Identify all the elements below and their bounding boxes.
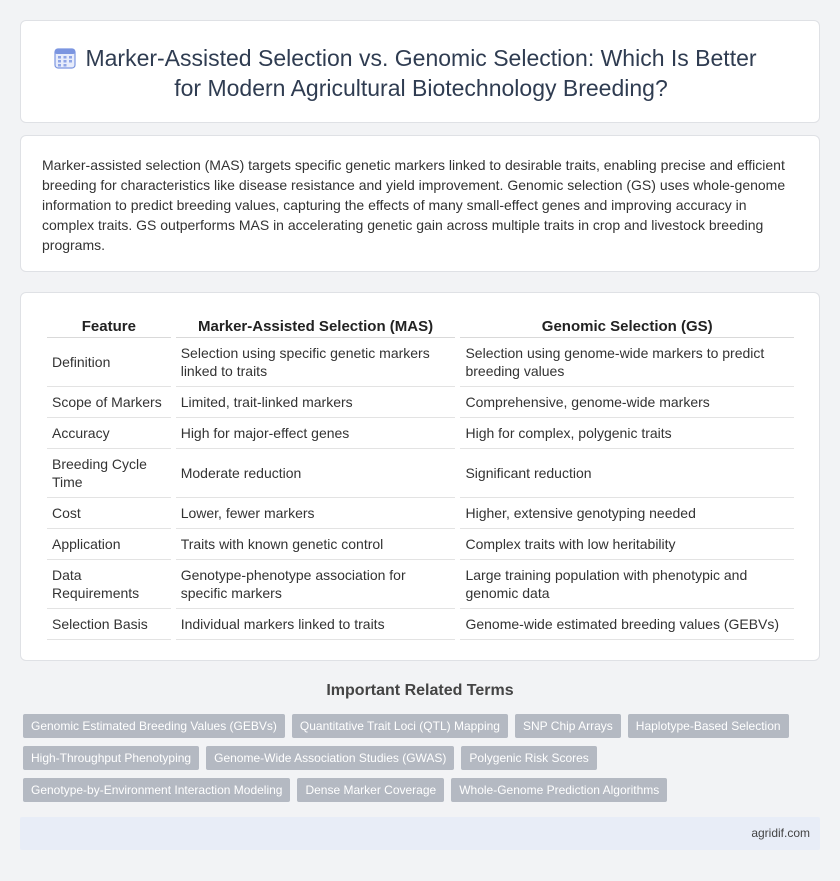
tag-row bbox=[23, 746, 823, 770]
related-term-tag[interactable]: High-Throughput Phenotyping bbox=[23, 746, 199, 770]
related-term-tag[interactable]: Genomic Estimated Breeding Values (GEBVs) bbox=[23, 714, 285, 738]
table-row bbox=[47, 338, 794, 387]
table-row bbox=[47, 609, 794, 640]
table-header-mas: Marker-Assisted Selection (MAS) bbox=[176, 316, 456, 338]
table-cell: Individual markers linked to traits bbox=[176, 609, 456, 640]
table-row bbox=[47, 449, 794, 498]
table-cell: Lower, fewer markers bbox=[176, 498, 456, 529]
table-cell: High for complex, polygenic traits bbox=[460, 418, 794, 449]
related-term-tag[interactable]: Quantitative Trait Loci (QTL) Mapping bbox=[292, 714, 508, 738]
table-cell: Scope of Markers bbox=[47, 387, 171, 418]
table-cell: Comprehensive, genome-wide markers bbox=[460, 387, 794, 418]
tag-row bbox=[23, 778, 823, 802]
table-header-gs: Genomic Selection (GS) bbox=[460, 316, 794, 338]
table-row bbox=[47, 418, 794, 449]
table-cell: Selection Basis bbox=[47, 609, 171, 640]
related-terms-tags bbox=[23, 714, 823, 810]
related-term-tag[interactable]: Polygenic Risk Scores bbox=[461, 746, 596, 770]
table-cell: Selection using genome-wide markers to predict breeding values bbox=[460, 338, 794, 387]
comparison-table bbox=[42, 316, 799, 640]
table-row bbox=[47, 529, 794, 560]
related-term-tag[interactable]: Genome-Wide Association Studies (GWAS) bbox=[206, 746, 454, 770]
table-cell: Breeding Cycle Time bbox=[47, 449, 171, 498]
table-cell: Application bbox=[47, 529, 171, 560]
table-header-feature: Feature bbox=[47, 316, 171, 338]
table-header-row bbox=[47, 316, 794, 338]
table-cell: Limited, trait-linked markers bbox=[176, 387, 456, 418]
table-cell: Higher, extensive genotyping needed bbox=[460, 498, 794, 529]
footer bbox=[20, 817, 820, 850]
related-terms-title: Important Related Terms bbox=[326, 682, 514, 699]
table-cell: High for major-effect genes bbox=[176, 418, 456, 449]
page-title: Marker-Assisted Selection vs. Genomic Selection: Which Is Better for Modern Agricultural Biotechnology Breeding? bbox=[85, 44, 757, 101]
table-cell: Definition bbox=[47, 338, 171, 387]
table-cell: Moderate reduction bbox=[176, 449, 456, 498]
related-term-tag[interactable]: Dense Marker Coverage bbox=[297, 778, 444, 802]
tag-row bbox=[23, 714, 823, 738]
header-card bbox=[20, 20, 820, 123]
related-term-tag[interactable]: Haplotype-Based Selection bbox=[628, 714, 789, 738]
table-cell: Genome-wide estimated breeding values (GEBVs) bbox=[460, 609, 794, 640]
related-term-tag[interactable]: Genotype-by-Environment Interaction Modeling bbox=[23, 778, 290, 802]
table-cell: Genotype-phenotype association for specific markers bbox=[176, 560, 456, 609]
table-cell: Complex traits with low heritability bbox=[460, 529, 794, 560]
intro-paragraph: Marker-assisted selection (MAS) targets specific genetic markers linked to desirable traits, enabling precise and efficient breeding for characteristics like disease resistance and yield improvement. Genomic selection (GS) uses whole-genome information to predict breeding values, capturing the effects of many small-effect genes and improving accuracy in complex traits. GS outperforms MAS in accelerating genetic gain across multiple traits in crop and livestock breeding programs. bbox=[42, 157, 786, 253]
intro-card bbox=[20, 135, 820, 272]
table-cell: Selection using specific genetic markers linked to traits bbox=[176, 338, 456, 387]
related-term-tag[interactable]: Whole-Genome Prediction Algorithms bbox=[451, 778, 667, 802]
table-cell: Data Requirements bbox=[47, 560, 171, 609]
related-term-tag[interactable]: SNP Chip Arrays bbox=[515, 714, 621, 738]
footer-site-link[interactable]: agridif.com bbox=[751, 826, 810, 840]
table-row bbox=[47, 498, 794, 529]
table-cell: Cost bbox=[47, 498, 171, 529]
table-cell: Traits with known genetic control bbox=[176, 529, 456, 560]
title-wrap bbox=[21, 21, 821, 124]
table-row bbox=[47, 387, 794, 418]
comparison-table-card bbox=[20, 292, 820, 661]
table-cell: Significant reduction bbox=[460, 449, 794, 498]
table-cell: Large training population with phenotypic and genomic data bbox=[460, 560, 794, 609]
table-cell: Accuracy bbox=[47, 418, 171, 449]
table-row bbox=[47, 560, 794, 609]
